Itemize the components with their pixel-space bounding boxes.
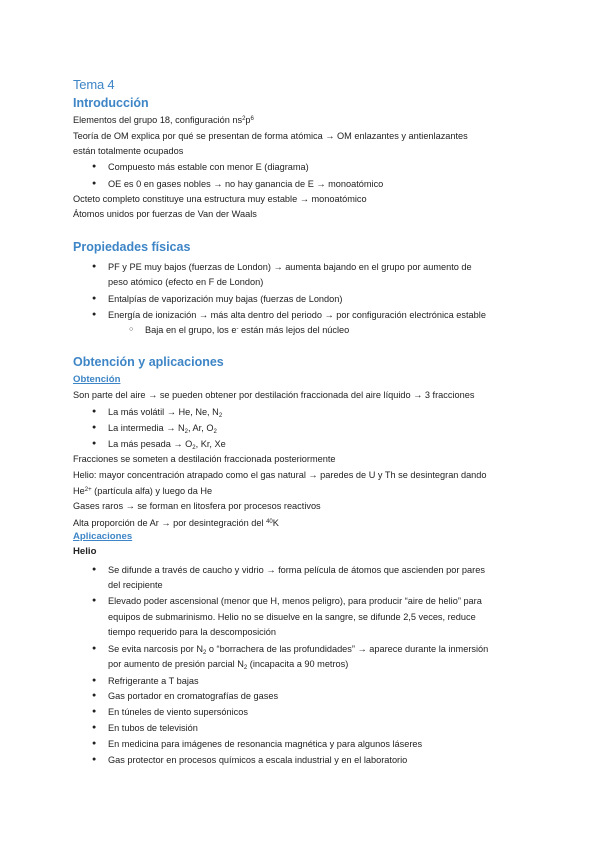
app-3a: Se evita narcosis por $N_2$ o “borrachera de las profundidades” → aparece durante la inmersión (108, 644, 489, 656)
bullet-icon: ● (92, 756, 97, 763)
intro-bullet-2: OE es 0 en gases nobles → no hay ganancia de E → monoatómico (108, 179, 384, 189)
bullet-icon: ● (92, 708, 97, 715)
section-title-intro: Introducción (73, 96, 149, 110)
bullet-icon: ● (92, 311, 97, 318)
intro-bullet-1: Compuesto más estable con menor E (diagrama) (108, 162, 309, 172)
bullet-icon: ● (92, 597, 97, 604)
bullet-icon: ● (92, 163, 97, 170)
obt-line-4: $He^{2+}$ (partícula alfa) y luego da He (73, 486, 213, 496)
app-3b: por aumento de presión parcial $N_2$ (incapacita a 90 metros) (108, 659, 349, 671)
fraction-1: La más volátil → He, Ne, $N_2$ (108, 407, 223, 419)
app-6: En túneles de viento supersónicos (108, 707, 248, 717)
app-2a: Elevado poder ascensional (menor que H, menos peligro), para producir “aire de helio” para (108, 596, 482, 606)
sub-bullet-icon: ○ (129, 326, 134, 333)
app-7: En tubos de televisión (108, 723, 198, 733)
obt-line-1: Son parte del aire → se pueden obtener por destilación fraccionada del aire líquido → 3 fracciones (73, 390, 475, 400)
props-bullet-1a: PF y PE muy bajos (fuerzas de London) → aumenta bajando en el grupo por aumento de (108, 262, 472, 272)
intro-line-1: Elementos del grupo 18, configuración $ns^2p^6$ (73, 115, 254, 125)
bullet-icon: ● (92, 645, 97, 652)
app-2b: equipos de submarinismo. Helio no se disuelve en la sangre, se difunde 2,5 veces, reduce (108, 612, 476, 622)
bullet-icon: ● (92, 424, 97, 431)
app-8: En medicina para imágenes de resonancia magnética y para algunos láseres (108, 739, 423, 749)
app-2c: tiempo requerido para la descomposición (108, 627, 277, 637)
section-title-obtencion: Obtención y aplicaciones (73, 355, 224, 369)
subsection-aplicaciones: Aplicaciones (73, 531, 133, 542)
obt-line-2: Fracciones se someten a destilación fraccionada posteriormente (73, 454, 336, 464)
intro-line-5: Átomos unidos por fuerzas de Van der Waals (73, 209, 257, 219)
bullet-icon: ● (92, 677, 97, 684)
app-1a: Se difunde a través de caucho y vidrio → forma película de átomos que ascienden por pares (108, 565, 485, 575)
bullet-icon: ● (92, 740, 97, 747)
bullet-icon: ● (92, 724, 97, 731)
app-9: Gas protector en procesos químicos a escala industrial y en el laboratorio (108, 755, 408, 765)
props-sub-bullet-1: Baja en el grupo, los e- están más lejos del núcleo (145, 325, 350, 335)
fraction-2: La intermedia → $N_2$, Ar, $O_2$ (108, 423, 217, 435)
fraction-3: La más pesada → $O_2$, Kr, Xe (108, 439, 226, 451)
obt-line-5: Gases raros → se forman en litosfera por procesos reactivos (73, 501, 321, 511)
topic-title: Tema 4 (73, 77, 115, 92)
subsection-obtencion: Obtención (73, 374, 121, 385)
bullet-icon: ● (92, 295, 97, 302)
subheading-helio: Helio (73, 546, 97, 557)
props-bullet-3: Energía de ionización → más alta dentro del periodo → por configuración electrónica estable (108, 310, 486, 320)
app-1b: del recipiente (108, 580, 163, 590)
bullet-icon: ● (92, 566, 97, 573)
app-4: Refrigerante a T bajas (108, 676, 199, 686)
bullet-icon: ● (92, 692, 97, 699)
section-title-properties: Propiedades físicas (73, 240, 191, 254)
intro-line-2: Teoría de OM explica por qué se presentan de forma atómica → OM enlazantes y antienlazantes (73, 131, 468, 141)
bullet-icon: ● (92, 263, 97, 270)
props-bullet-1b: peso atómico (efecto en F de London) (108, 277, 264, 287)
obt-line-6: Alta proporción de Ar → por desintegración del $^{40}$K (73, 518, 279, 528)
app-5: Gas portador en cromatografías de gases (108, 691, 279, 701)
intro-line-4: Octeto completo constituye una estructura muy estable → monoatómico (73, 194, 367, 204)
obt-line-3: Helio: mayor concentración atrapado como el gas natural → paredes de U y Th se desintegran dando (73, 470, 487, 480)
intro-line-3: están totalmente ocupados (73, 146, 184, 156)
bullet-icon: ● (92, 180, 97, 187)
bullet-icon: ● (92, 408, 97, 415)
props-bullet-2: Entalpías de vaporización muy bajas (fuerzas de London) (108, 294, 343, 304)
bullet-icon: ● (92, 440, 97, 447)
